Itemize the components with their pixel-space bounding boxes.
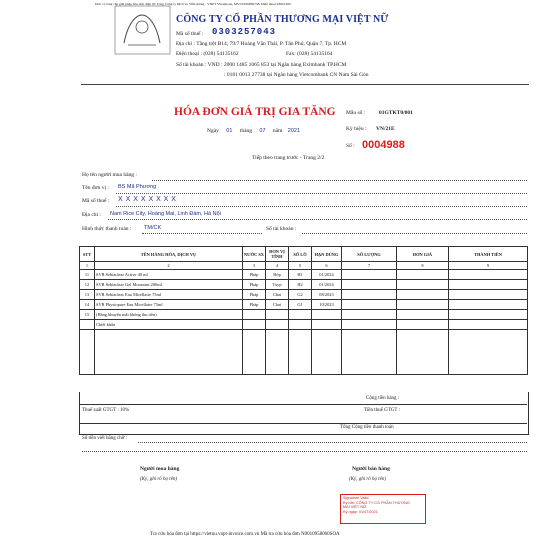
stamp-line-4: Ký ngày: 01/07/2021 — [343, 509, 378, 514]
cell-name: (Hàng khuyến mãi không thu tiền) — [95, 310, 243, 320]
seller-signature-note: (Ký, ghi rõ họ tên) — [349, 477, 387, 482]
cell-quantity — [342, 300, 397, 310]
cell-country: Pháp — [243, 290, 266, 300]
col-number: 2 — [95, 262, 243, 270]
cell-amount — [449, 280, 528, 290]
buyer-payment-label: Hình thức thanh toán : — [82, 226, 132, 232]
cell-quantity — [342, 320, 397, 330]
seller-fax: Fax: (028) 54135164 — [286, 51, 333, 57]
cell-unit: Hộp — [266, 270, 289, 280]
page-continued: Tiếp theo trang trước - Trang 2/2 — [252, 155, 325, 161]
grand-total-label: Tổng Cộng tiền thanh toán — [340, 425, 394, 430]
col-header-country: NƯỚC SX — [243, 247, 266, 262]
col-header-name: TÊN HÀNG HÓA, DỊCH VỤ — [95, 247, 243, 262]
cell-lot: G2 — [289, 290, 312, 300]
cell-price — [397, 280, 449, 290]
cell-quantity — [342, 290, 397, 300]
buyer-account-label: Số tài khoản : — [266, 226, 297, 232]
col-header-stt: STT — [80, 247, 95, 262]
cell-country: Pháp — [243, 300, 266, 310]
cell-name: SVR Sebiaclear Eau Micellaire 75ml — [95, 290, 243, 300]
seller-account-1: Số tài khoản : VND : 2000 1485 1065 853 tại Ngân hàng Eximbank TP.HCM — [176, 62, 347, 68]
cell-price — [397, 320, 449, 330]
cell-country: Pháp — [243, 280, 266, 290]
col-header-quantity: SỐ LƯỢNG — [342, 247, 397, 262]
col-number: 6 — [312, 262, 342, 270]
totals-divider-2 — [79, 423, 527, 424]
cell-name: SVR Physiopure Eau Micellaire 75ml — [95, 300, 243, 310]
table-row — [80, 320, 528, 330]
cell-lot: H1 — [289, 270, 312, 280]
vat-rate-label: Thuế suất GTGT : 10% — [82, 408, 130, 413]
cell-price — [397, 290, 449, 300]
col-header-lot: SỐ LÔ — [289, 247, 312, 262]
buyer-address-line — [108, 219, 527, 220]
table-blank-row — [80, 330, 528, 375]
buyer-tax-line — [116, 206, 527, 207]
cell-expiry — [312, 310, 342, 320]
col-header-expiry: HẠN DÙNG — [312, 247, 342, 262]
col-number: 3 — [243, 262, 266, 270]
cell-unit — [266, 310, 289, 320]
amount-in-words-label: Số tiền viết bằng chữ : — [82, 436, 128, 441]
form-label: Mẫu số : — [346, 110, 366, 116]
header-divider — [81, 84, 529, 85]
company-logo-icon — [114, 5, 171, 55]
table-row — [80, 280, 528, 290]
cell-quantity — [342, 270, 397, 280]
buyer-address-label: Địa chỉ : — [82, 212, 101, 218]
buyer-unit-label: Tên đơn vị : — [82, 185, 109, 191]
cell-stt — [80, 320, 95, 330]
table-row — [80, 270, 528, 280]
cell-unit: Chai — [266, 300, 289, 310]
items-table — [79, 246, 528, 375]
cell-stt: 11 — [80, 270, 95, 280]
buyer-unit-value: BS Mã Phương — [118, 184, 157, 190]
cell-name: Chiết khấu — [95, 320, 243, 330]
form-number: 01GTKT0/001 — [379, 110, 413, 116]
cell-country — [243, 310, 266, 320]
table-row — [80, 310, 528, 320]
cell-unit: Chai — [266, 290, 289, 300]
cell-stt: 14 — [80, 300, 95, 310]
amount-in-words-line-2 — [82, 451, 527, 452]
col-number: 4 — [266, 262, 289, 270]
buyer-signature-title: Người mua hàng — [140, 466, 180, 472]
cell-amount — [449, 300, 528, 310]
cell-stt: 13 — [80, 290, 95, 300]
table-row — [80, 290, 528, 300]
cell-quantity — [342, 280, 397, 290]
cell-expiry: 01/2024 — [312, 270, 342, 280]
stamp-line-3: MẠI VIỆT NỮ — [343, 505, 367, 510]
seller-company-name: CÔNG TY CỔ PHẦN THƯƠNG MẠI VIỆT NỮ — [176, 14, 389, 25]
buyer-payment-value: TM/CK — [144, 225, 162, 231]
lookup-notice: Tra cứu hóa đơn tại https://vietnu.vnpt-invoice.com.vn Mã tra cứu hóa đơn N0010958060SOA — [150, 532, 340, 537]
date-prefix: Ngày — [207, 128, 219, 134]
cell-unit: Tuyp — [266, 280, 289, 290]
totals-frame — [79, 392, 529, 435]
seller-signature-title: Người bán hàng — [352, 466, 390, 472]
invoice-date — [207, 128, 304, 134]
buyer-name-label: Họ tên người mua hàng : — [82, 172, 137, 178]
col-number: 8 — [397, 262, 449, 270]
cell-stt: 15 — [80, 310, 95, 320]
buyer-address-value: Nam Rice City, Hoàng Mai, Linh Đàm, Hà Nội — [110, 211, 221, 217]
cell-name: SVR Sebiaclear Gel Moussant 200ml — [95, 280, 243, 290]
date-month: 07 — [259, 128, 266, 134]
cell-lot: H2 — [289, 280, 312, 290]
cell-lot — [289, 320, 312, 330]
seller-tax-code: 0303257043 — [212, 27, 277, 37]
cell-amount — [449, 320, 528, 330]
cell-amount — [449, 270, 528, 280]
table-number-row — [80, 262, 528, 270]
cell-lot — [289, 310, 312, 320]
date-year-label: năm — [272, 128, 283, 134]
seller-tax-label: Mã số thuế : — [176, 31, 204, 37]
cell-price — [397, 270, 449, 280]
cell-expiry: 01/2024 — [312, 280, 342, 290]
buyer-unit-line — [116, 193, 527, 194]
cell-expiry: 08/2023 — [312, 290, 342, 300]
cell-expiry — [312, 320, 342, 330]
amount-in-words-line — [138, 442, 527, 443]
buyer-account-line — [302, 233, 527, 234]
cell-amount — [449, 290, 528, 300]
cell-quantity — [342, 310, 397, 320]
table-row — [80, 300, 528, 310]
stamp-line-2: Ký bởi: CÔNG TY CỔ PHẦN THƯƠNG — [343, 500, 410, 505]
date-day: 01 — [226, 128, 233, 134]
cell-name: SVR Sebiaclear Active 40 ml — [95, 270, 243, 280]
buyer-signature-note: (Ký, ghi rõ họ tên) — [140, 477, 178, 482]
col-header-price: ĐƠN GIÁ — [397, 247, 449, 262]
date-month-label: tháng — [239, 128, 253, 134]
buyer-tax-value: X X X X X X X X — [118, 196, 177, 203]
serial-number: 0004988 — [362, 139, 405, 151]
buyer-tax-label: Mã số thuế : — [82, 198, 110, 204]
cell-price — [397, 310, 449, 320]
cell-stt: 12 — [80, 280, 95, 290]
cell-expiry: 10/2023 — [312, 300, 342, 310]
seller-address: Địa chỉ : Tầng trệt B14, 79/7 Hoàng Văn Thái, P. Tân Phú, Quận 7, Tp. HCM — [176, 41, 347, 47]
provider-notice: Đơn vị cung cấp giải pháp hóa đơn điện tử: Tổng Công ty Dịch vụ Viễn thông - VNPT Vinaphone, MST:0106869738, Điện thoại:18001260 — [95, 2, 291, 6]
digital-signature-stamp — [340, 494, 426, 524]
totals-divider-1 — [79, 404, 527, 405]
cell-amount — [449, 310, 528, 320]
serial-label: Số : — [346, 143, 355, 149]
col-number: 7 — [342, 262, 397, 270]
date-year: 2021 — [287, 128, 301, 134]
vat-amount-label: Tiền thuế GTGT : — [364, 408, 400, 413]
invoice-title: HÓA ĐƠN GIÁ TRỊ GIA TĂNG — [174, 106, 336, 118]
col-number: 9 — [449, 262, 528, 270]
cell-country: Pháp — [243, 270, 266, 280]
symbol-value: VN/21E — [376, 126, 395, 132]
symbol-label: Ký hiệu : — [346, 126, 367, 132]
goods-total-label: Cộng tiền hàng : — [366, 396, 400, 401]
seller-phone: Điện thoại : (028) 54135162 — [176, 51, 239, 57]
buyer-payment-line — [142, 233, 262, 234]
cell-lot: G1 — [289, 300, 312, 310]
cell-price — [397, 300, 449, 310]
stamp-line-1: Signature Valid — [343, 496, 369, 500]
col-header-amount: THÀNH TIỀN — [449, 247, 528, 262]
cell-country — [243, 320, 266, 330]
buyer-name-line — [152, 180, 527, 181]
col-number: 5 — [289, 262, 312, 270]
col-header-unit: ĐƠN VỊ TÍNH — [266, 247, 289, 262]
seller-account-2: : 0181 0013 27738 tại Ngân hàng Vietcombank CN Nam Sài Gòn — [224, 72, 369, 78]
col-number: 1 — [80, 262, 95, 270]
cell-unit — [266, 320, 289, 330]
table-header-row — [80, 247, 528, 262]
